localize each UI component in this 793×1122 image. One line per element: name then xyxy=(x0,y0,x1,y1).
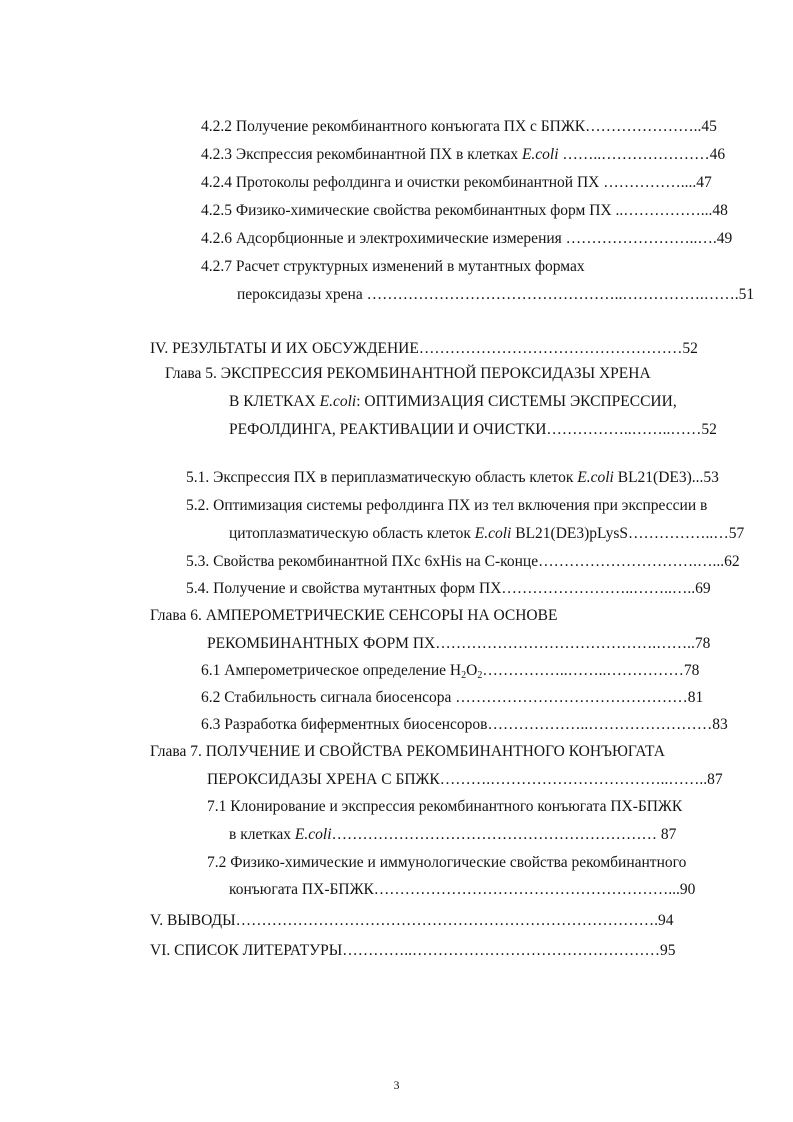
toc-entry-7-1-line1: 7.1 Клонирование и экспрессия рекомбинантного конъюгата ПХ-БПЖК xyxy=(207,798,683,815)
toc-entry-4-2-5: 4.2.5 Физико-химические свойства рекомбинантных форм ПХ ..……………...48 xyxy=(201,202,728,219)
organism-name: E.coli xyxy=(294,826,332,843)
toc-chapter-7-line2: ПЕРОКСИДАЗЫ ХРЕНА С БПЖК……….……………………………..……..87 xyxy=(207,771,723,788)
page-number: 3 xyxy=(393,1078,400,1092)
toc-part-vi: VI. СПИСОК ЛИТЕРАТУРЫ…………..…………………………………………95 xyxy=(150,942,676,959)
toc-entry-7-2-line2: конъюгата ПХ-БПЖК…………………………………………………...90 xyxy=(229,881,696,898)
toc-entry-4-2-6: 4.2.6 Адсорбционные и электрохимические измерения ……………………..….49 xyxy=(201,230,733,247)
toc-entry-6-1: 6.1 Амперометрическое определение $H_2O_2\dots\dots\dots\dots\dots..\dots\dots..\dots\dots\dots\dots\dots 78$ xyxy=(201,662,700,681)
toc-chapter-5-line2: В КЛЕТКАХ E.coli: ОПТИМИЗАЦИЯ СИСТЕМЫ ЭКСПРЕССИИ, xyxy=(229,393,677,410)
toc-chapter-5-line1: Глава 5. ЭКСПРЕССИЯ РЕКОМБИНАНТНОЙ ПЕРОКСИДАЗЫ ХРЕНА xyxy=(165,365,651,382)
toc-entry-4-2-3: 4.2.3 Экспрессия рекомбинантной ПХ в клетках E.coli ……..…………………46 xyxy=(201,146,726,163)
toc-entry-6-2: 6.2 Стабильность сигнала биосенсора ………………………………………81 xyxy=(201,689,704,706)
toc-chapter-7-line1: Глава 7. ПОЛУЧЕНИЕ И СВОЙСТВА РЕКОМБИНАНТНОГО КОНЪЮГАТА xyxy=(150,743,665,760)
organism-name: E.coli xyxy=(319,393,357,410)
toc-chapter-5-line3: РЕФОЛДИНГА, РЕАКТИВАЦИИ И ОЧИСТКИ……………..……..……52 xyxy=(229,421,717,438)
toc-entry-5-1: 5.1. Экспрессия ПХ в периплазматическую область клеток E.coli BL21(DE3)...53 xyxy=(186,469,719,486)
toc-entry-5-2-line2: цитоплазматическую область клеток E.coli BL21(DE3)pLysS……………..…57 xyxy=(229,525,745,542)
organism-name: E.coli xyxy=(521,146,559,163)
toc-entry-4-2-2: 4.2.2 Получение рекомбинантного конъюгата ПХ с БПЖК…………………..45 xyxy=(201,118,717,135)
toc-chapter-6-line1: Глава 6. АМПЕРОМЕТРИЧЕСКИЕ СЕНСОРЫ НА ОСНОВЕ xyxy=(150,607,558,624)
toc-entry-7-2-line1: 7.2 Физико-химические и иммунологические свойства рекомбинантного xyxy=(207,854,687,871)
toc-entry-7-1-line2: в клетках E.coli……………………………………………………… 87 xyxy=(229,826,677,843)
toc-entry-4-2-7-line2: пероксидазы хрена …………………………………………..…………….…….51 xyxy=(237,286,755,303)
toc-entry-4-2-4: 4.2.4 Протоколы рефолдинга и очистки рекомбинантной ПХ ……………....47 xyxy=(201,174,712,191)
toc-entry-6-3: 6.3 Разработка биферментных биосенсоров………………..……………………83 xyxy=(201,716,728,733)
toc-entry-5-4: 5.4. Получение и свойства мутантных форм ПХ……………………..……..…..69 xyxy=(186,580,711,597)
toc-entry-4-2-7-line1: 4.2.7 Расчет структурных изменений в мутантных формах xyxy=(201,258,585,275)
toc-part-iv: IV. РЕЗУЛЬТАТЫ И ИХ ОБСУЖДЕНИЕ……………………………………………52 xyxy=(150,340,698,357)
organism-name: E.coli xyxy=(577,469,614,486)
toc-part-v: V. ВЫВОДЫ……………………………………………………………………….94 xyxy=(150,912,674,929)
toc-entry-5-2-line1: 5.2. Оптимизация системы рефолдинга ПХ из тел включения при экспрессии в xyxy=(186,497,708,514)
toc-chapter-6-line2: РЕКОМБИНАНТНЫХ ФОРМ ПХ…………………………………….……..78 xyxy=(207,635,711,652)
organism-name: E.coli xyxy=(474,525,512,542)
toc-entry-5-3: 5.3. Свойства рекомбинантной ПХс 6xHis на С-конце………………………….…...62 xyxy=(186,553,740,570)
